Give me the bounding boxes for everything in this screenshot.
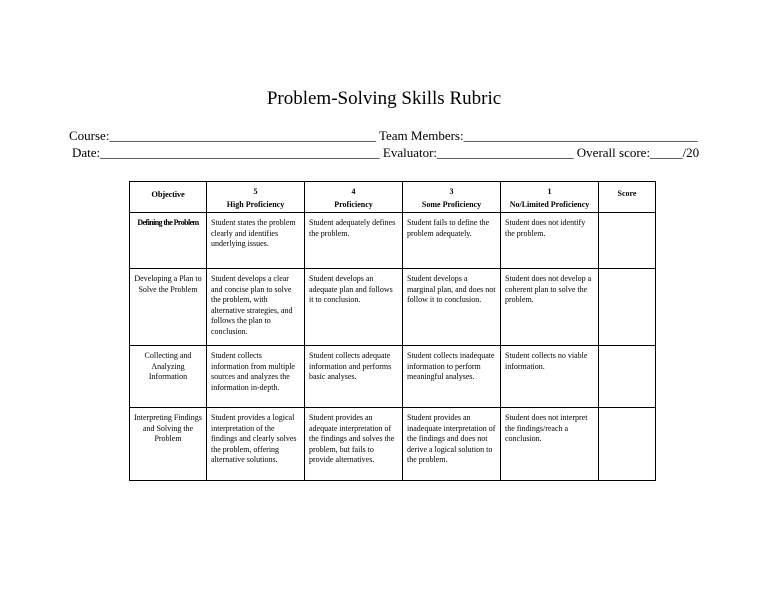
score-cell[interactable] — [599, 213, 656, 269]
cell-high: Student collects information from multiple sources and analyzes the information in-depth. — [207, 346, 305, 408]
cell-limited: Student does not interpret the findings/reach a conclusion. — [501, 408, 599, 481]
cell-limited: Student does not identify the problem. — [501, 213, 599, 269]
cell-high: Student states the problem clearly and identifies underlying issues. — [207, 213, 305, 269]
table-row — [130, 269, 656, 346]
cell-some: Student develops a marginal plan, and does not follow it to conclusion. — [403, 269, 501, 346]
cell-some: Student collects inadequate information to perform meaningful analyses. — [403, 346, 501, 408]
score-cell[interactable] — [599, 346, 656, 408]
cell-proficiency: Student collects adequate information and performs basic analyses. — [305, 346, 403, 408]
objective-defining-problem: Defining the Problem — [130, 213, 207, 269]
cell-proficiency: Student adequately defines the problem. — [305, 213, 403, 269]
header-level-4: 4 Proficiency — [305, 182, 403, 213]
page-title: Problem-Solving Skills Rubric — [266, 88, 502, 109]
cell-some: Student provides an inadequate interpretation of the findings and does not derive a logical solution to the problem. — [403, 408, 501, 481]
course-team-line: Course:_________________________________________ Team Members:____________________________________ — [69, 128, 698, 143]
table-row — [130, 213, 656, 269]
score-cell[interactable] — [599, 269, 656, 346]
header-level-3: 3 Some Proficiency — [403, 182, 501, 213]
cell-limited: Student does not develop a coherent plan to solve the problem. — [501, 269, 599, 346]
objective-developing-plan: Developing a Plan to Solve the Problem — [130, 269, 207, 346]
header-row — [130, 182, 656, 213]
objective-collecting-information: Collecting and Analyzing Information — [130, 346, 207, 408]
header-level-5: 5 High Proficiency — [207, 182, 305, 213]
cell-proficiency: Student provides an adequate interpretation of the findings and solves the problem, but fails to provide alternatives. — [305, 408, 403, 481]
header-level-1: 1 No/Limited Proficiency — [501, 182, 599, 213]
cell-high: Student develops a clear and concise plan to solve the problem, with alternative strategies, and follows the plan to conclusion. — [207, 269, 305, 346]
header-objective: Objective — [130, 182, 207, 213]
date-evaluator-score-line: Date:___________________________________________ Evaluator:_____________________ Overall score:_____/20 — [72, 145, 700, 160]
table-row — [130, 408, 656, 481]
cell-limited: Student collects no viable information. — [501, 346, 599, 408]
rubric-table — [129, 181, 656, 481]
cell-proficiency: Student develops an adequate plan and follows it to conclusion. — [305, 269, 403, 346]
score-cell[interactable] — [599, 408, 656, 481]
objective-interpreting-findings: Interpreting Findings and Solving the Problem — [130, 408, 207, 481]
header-score: Score — [599, 182, 656, 213]
table-row — [130, 346, 656, 408]
cell-some: Student fails to define the problem adequately. — [403, 213, 501, 269]
cell-high: Student provides a logical interpretation of the findings and clearly solves the problem, offering alternative solutions. — [207, 408, 305, 481]
